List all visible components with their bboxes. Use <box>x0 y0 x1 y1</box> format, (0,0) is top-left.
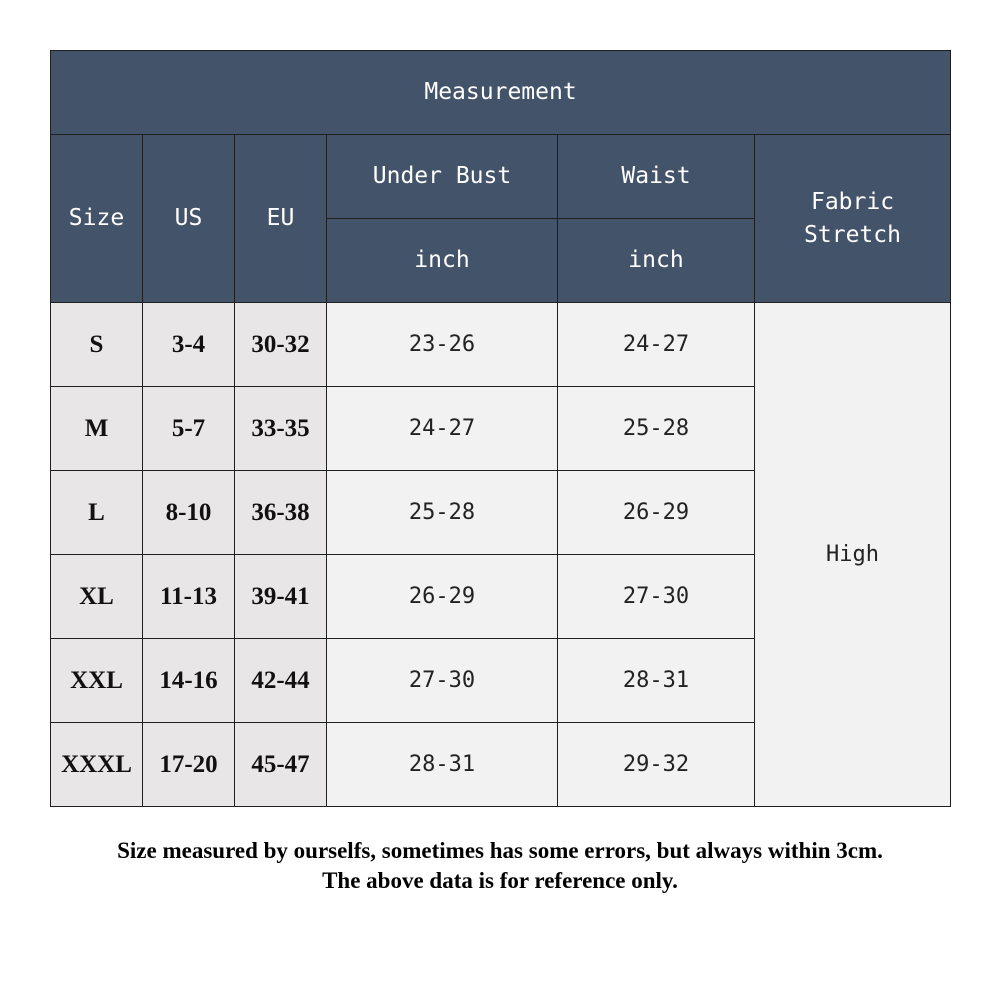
size-cell: XXXL <box>51 723 143 807</box>
eu-cell: 30-32 <box>235 303 327 387</box>
us-cell: 8-10 <box>143 471 235 555</box>
header-fabric-stretch <box>755 135 951 303</box>
size-chart-table <box>50 50 951 807</box>
under-bust-cell: 28-31 <box>327 723 558 807</box>
us-cell: 17-20 <box>143 723 235 807</box>
eu-cell: 42-44 <box>235 639 327 723</box>
under-bust-cell: 24-27 <box>327 387 558 471</box>
us-cell: 14-16 <box>143 639 235 723</box>
table-row <box>51 303 951 387</box>
waist-cell: 26-29 <box>558 471 755 555</box>
header-under-bust: Under Bust <box>327 135 558 219</box>
under-bust-cell: 27-30 <box>327 639 558 723</box>
header-eu: EU <box>235 135 327 303</box>
header-waist: Waist <box>558 135 755 219</box>
header-waist-unit: inch <box>558 219 755 303</box>
waist-cell: 25-28 <box>558 387 755 471</box>
fabric-stretch-cell: High <box>755 303 951 807</box>
us-cell: 5-7 <box>143 387 235 471</box>
note-line-1: Size measured by ourselfs, sometimes has some errors, but always within 3cm. <box>117 838 883 863</box>
waist-cell: 24-27 <box>558 303 755 387</box>
size-disclaimer-note <box>0 836 1000 896</box>
waist-cell: 29-32 <box>558 723 755 807</box>
eu-cell: 33-35 <box>235 387 327 471</box>
under-bust-cell: 26-29 <box>327 555 558 639</box>
header-size: Size <box>51 135 143 303</box>
under-bust-cell: 23-26 <box>327 303 558 387</box>
header-under-bust-unit: inch <box>327 219 558 303</box>
size-cell: M <box>51 387 143 471</box>
under-bust-cell: 25-28 <box>327 471 558 555</box>
us-cell: 3-4 <box>143 303 235 387</box>
header-fabric-stretch-label: Fabric Stretch <box>804 188 901 248</box>
size-cell: S <box>51 303 143 387</box>
eu-cell: 39-41 <box>235 555 327 639</box>
waist-cell: 28-31 <box>558 639 755 723</box>
waist-cell: 27-30 <box>558 555 755 639</box>
eu-cell: 36-38 <box>235 471 327 555</box>
size-cell: XXL <box>51 639 143 723</box>
header-us: US <box>143 135 235 303</box>
eu-cell: 45-47 <box>235 723 327 807</box>
table-title: Measurement <box>51 51 951 135</box>
us-cell: 11-13 <box>143 555 235 639</box>
note-line-2: The above data is for reference only. <box>322 868 678 893</box>
size-cell: XL <box>51 555 143 639</box>
size-cell: L <box>51 471 143 555</box>
